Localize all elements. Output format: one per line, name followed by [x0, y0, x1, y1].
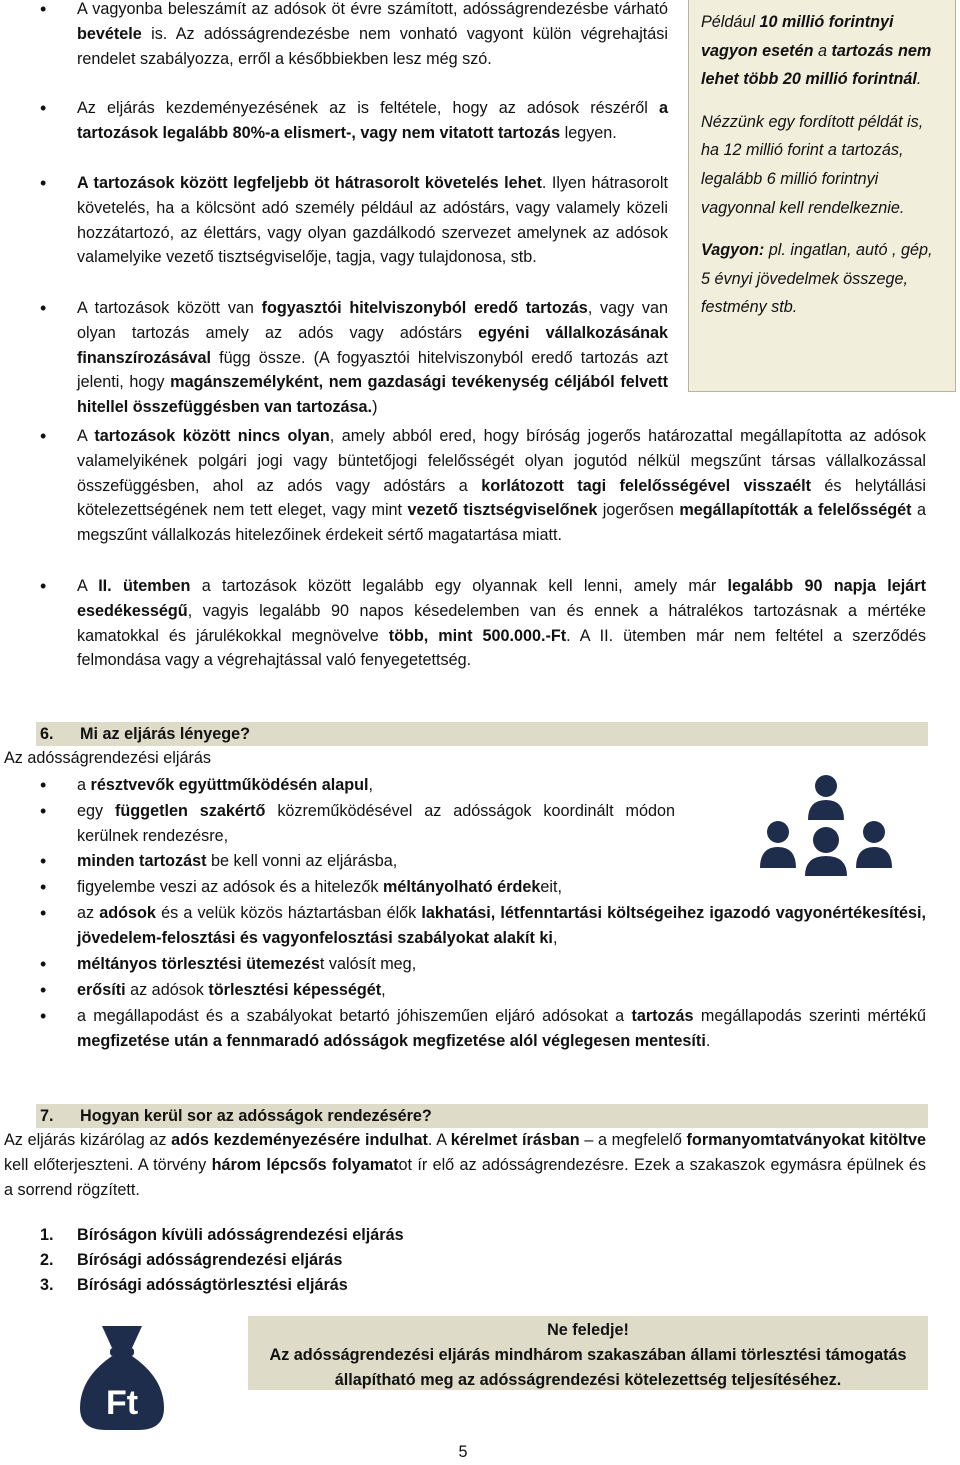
- bullet: •: [40, 298, 47, 318]
- section-7-heading: [36, 1104, 928, 1128]
- list-item: • egy független szakértő közreműködésével az adósságok koordinált módon kerülnek rendezésre,: [0, 799, 675, 849]
- list-item: • A II. ütemben a tartozások között legalább egy olyannak kell lenni, amely már legalább 90 napja lejárt esedékességű, vagyis legalább 90 napos késedelemben van és ennek a hátralékos tartozásnak a mértéke kamatokkal és járulékokkal megnövelve több, mint 500.000.-Ft. A II. ütemben már nem feltétel a szerződés felmondása vagy a végrehajtással való fenyegetettség.: [0, 574, 926, 673]
- sidebox-example-1: Például 10 millió forintnyi vagyon esetén a tartozás nem lehet több 20 millió forintnál.: [701, 13, 932, 89]
- list-item: • a megállapodást és a szabályokat betartó jóhiszeműen eljáró adósokat a tartozás megállapodás szerinti mértékű megfizetése után a fennmaradó adósságok megfizetése alól véglegesen mentesíti.: [0, 1004, 926, 1054]
- section-7-paragraph: Az eljárás kizárólag az adós kezdeményezésére indulhat. A kérelmet írásban – a megfelelő formanyomtatványokat kitöltve kell előterjeszteni. A törvény három lépcsős folyamatot ír elő az adósságrendezésre. Ezek a szakaszok egymásra épülnek és a sorrend rögzített.: [4, 1131, 927, 1199]
- procedure-steps: [0, 1223, 600, 1297]
- list-item: • A tartozások között legfeljebb öt hátrasorolt követelés lehet. Ilyen hátrasorolt követelés, ha a kölcsönt adó személy például az adóstárs, vagy valamely közeli hozzátartozó, az élettárs, vagy olyan gazdálkodó szervezet amelynek az adósok valamelyike vezető tisztségviselője, tagja, vagy tulajdonosa, stb.: [0, 171, 668, 295]
- sidebox-vagyon: Vagyon: pl. ingatlan, autó , gép, 5 évnyi jövedelmek összege, festmény stb.: [701, 241, 933, 317]
- section-title: Hogyan kerül sor az adósságok rendezésére?: [80, 1107, 432, 1125]
- currency-label: Ft: [105, 1384, 139, 1422]
- list-item: • Az eljárás kezdeményezésének az is feltétele, hogy az adósok részéről a tartozások legalább 80%-a elismert-, vagy nem vitatott tartozás legyen.: [0, 96, 668, 171]
- money-bag-icon: [76, 1322, 168, 1434]
- sidebox-example-2: Nézzünk egy fordított példát is, ha 12 millió forint a tartozás, legalább 6 millió forintnyi vagyonnal kell rendelkeznie.: [701, 112, 924, 217]
- step-item: 3. Bírósági adósságtörlesztési eljárás: [40, 1275, 348, 1294]
- section-number: 7.: [40, 1107, 54, 1125]
- list-item: • A tartozások között nincs olyan, amely abból ered, hogy bíróság jogerős határozattal megállapította az adósok valamelyikének polgári jogi vagy büntetőjogi felelősségét olyan jogutód nélkül megszűnt társas vállalkozással összefüggésben, ahol az adós vagy adóstárs a korlátozott tagi felelősségével visszaélt és helytállási kötelezettségének nem tett eleget, vagy mint vezető tisztségviselőnek jogerősen megállapították a felelősségét a megszűnt vállalkozás hitelezőinek érdekeit sértő magatartása miatt.: [0, 424, 926, 574]
- section-6-intro: Az adósságrendezési eljárás: [4, 749, 211, 767]
- list-item: • figyelembe veszi az adósok és a hitelezők méltányolható érdekeit,: [0, 875, 926, 901]
- list-item: • a résztvevők együttműködésén alapul,: [0, 773, 675, 799]
- list-item: • A vagyonba beleszámít az adósok öt évre számított, adósságrendezésbe várható bevétele is. Az adósságrendezésbe nem vonható vagyont külön végrehajtási rendelet szabályozza, erről a későbbiekben lesz még szó.: [0, 0, 668, 96]
- step-item: 2. Bírósági adósságrendezési eljárás: [40, 1250, 343, 1269]
- section-title: Mi az eljárás lényege?: [80, 725, 251, 743]
- section-number: 6.: [40, 725, 54, 743]
- list-item: • A tartozások között van fogyasztói hitelviszonyból eredő tartozás, vagy van olyan tartozás amely az adós vagy adóstárs egyéni vállalkozásának finanszírozásával függ össze. (A fogyasztói hitelviszonyból eredő tartozás azt jelenti, hogy magánszemélyként, nem gazdasági tevékenység céljából felvett hitellel összefüggésben van tartozása.): [40, 298, 668, 417]
- list-item: • minden tartozást be kell vonni az eljárásba,: [0, 849, 926, 875]
- reminder-box: [248, 1316, 928, 1390]
- step-item: 1. Bíróságon kívüli adósságrendezési eljárás: [40, 1226, 404, 1244]
- reminder-body: Az adósságrendezési eljárás mindhárom szakaszában állami törlesztési támogatás állapítható meg az adósságrendezési kötelezettség teljesítéséhez.: [269, 1345, 907, 1389]
- conditions-list: [0, 0, 668, 295]
- section-6-heading: [36, 722, 928, 746]
- conditions-list-cont: [0, 424, 926, 673]
- group-people-icon: [756, 772, 896, 876]
- reminder-title: Ne feledje!: [547, 1321, 629, 1339]
- page-number: 5: [458, 1443, 468, 1461]
- list-item: • az adósok és a velük közös háztartásban élők lakhatási, létfenntartási költségeihez igazodó vagyonértékesítési, jövedelem-felosztási és vagyonfelosztási szabályokat alakít ki,: [0, 901, 926, 952]
- list-item: • méltányos törlesztési ütemezést valósít meg,: [0, 952, 926, 978]
- list-item: • erősíti az adósok törlesztési képességét,: [0, 978, 926, 1004]
